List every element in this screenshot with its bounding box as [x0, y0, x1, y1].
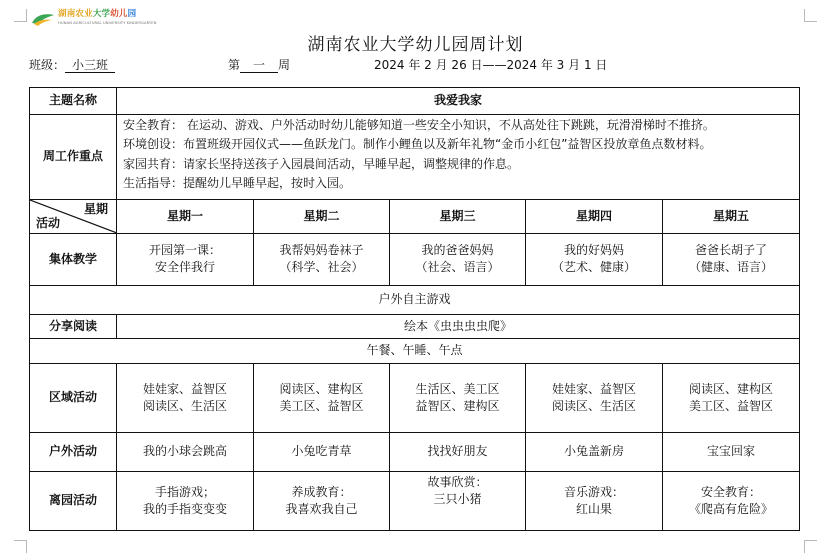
kindergarten-logo [30, 9, 157, 29]
focus-line: 环境创设：布置班级开园仪式——鱼跃龙门。制作小鲤鱼以及新年礼物“金币小红包”益智区投放章鱼点数材料。 [123, 137, 712, 152]
date-range: 2024 年 2 月 26 日——2024 年 3 月 1 日 [374, 58, 608, 72]
focus-content [117, 114, 800, 200]
logo-leaf-icon [30, 9, 56, 27]
leave-activity-row [30, 471, 800, 530]
collective-cell: 我帮妈妈卷袜子 （科学、社会） [254, 233, 390, 285]
corner-activity-label: 活动 [36, 215, 61, 230]
outdoor-free-game: 户外自主游戏 [30, 285, 800, 314]
leave-cell: 故事欣赏： 三只小猪 [390, 471, 526, 530]
day-header-thursday: 星期四 [526, 200, 663, 234]
theme-row [30, 88, 800, 115]
page-corner-mark [804, 9, 817, 22]
focus-line: 安全教育： 在运动、游戏、户外活动时幼儿能够知道一些安全小知识，不从高处往下跳跳，玩滑滑梯时不推挤。 [123, 117, 715, 132]
outdoor-cell: 我的小球会跳高 [117, 432, 254, 471]
area-cell: 生活区、美工区 益智区、建构区 [390, 363, 526, 432]
area-cell: 娃娃家、益智区 阅读区、生活区 [526, 363, 663, 432]
reading-row [30, 314, 800, 338]
class-label: 班级： [29, 58, 66, 72]
class-value: 小三班 [65, 59, 115, 73]
leave-cell: 安全教育： 《爬高有危险》 [663, 471, 800, 530]
leave-cell: 养成教育： 我喜欢我自己 [254, 471, 390, 530]
week-value: 一 [240, 59, 278, 73]
day-header-tuesday: 星期二 [254, 200, 390, 234]
outdoor-cell: 小兔盖新房 [526, 432, 663, 471]
corner-day-label: 星期 [83, 202, 108, 217]
leave-label: 离园活动 [30, 471, 117, 530]
logo-english-name: HUNAN AGRICULTURAL UNIVERSITY KINDERGARTEN [58, 20, 157, 25]
meal-row [30, 339, 800, 363]
focus-line: 家园共育：请家长坚持送孩子入园晨间活动，早睡早起，调整规律的作息。 [123, 156, 520, 171]
day-header-row [30, 200, 800, 234]
area-cell: 阅读区、建构区 美工区、益智区 [254, 363, 390, 432]
focus-label: 周工作重点 [30, 114, 117, 200]
page-corner-mark [14, 540, 27, 553]
focus-line: 生活指导：提醒幼儿早睡早起，按时入园。 [123, 176, 352, 191]
outdoor-cell: 宝宝回家 [663, 432, 800, 471]
page-corner-mark [14, 9, 27, 22]
day-header-monday: 星期一 [117, 200, 254, 234]
area-activity-row [30, 363, 800, 432]
theme-value: 我爱我家 [117, 88, 800, 115]
collective-cell: 我的好妈妈 （艺术、健康） [526, 233, 663, 285]
area-label: 区域活动 [30, 363, 117, 432]
day-header-wednesday: 星期三 [390, 200, 526, 234]
weekly-plan-table [29, 87, 800, 531]
area-cell: 阅读区、建构区 美工区、益智区 [663, 363, 800, 432]
outdoor-cell: 小兔吃青草 [254, 432, 390, 471]
leave-cell: 音乐游戏： 红山果 [526, 471, 663, 530]
page-title: 湖南农业大学幼儿园周计划 [307, 35, 524, 55]
collective-cell: 爸爸长胡子了 （健康、语言） [663, 233, 800, 285]
day-header-friday: 星期五 [663, 200, 800, 234]
meal-nap-snack: 午餐、午睡、午点 [30, 339, 800, 363]
theme-label: 主题名称 [30, 88, 117, 115]
reading-value: 绘本《虫虫虫虫爬》 [117, 314, 800, 338]
outdoor-cell: 找找好朋友 [390, 432, 526, 471]
collective-cell: 我的爸爸妈妈 （社会、语言） [390, 233, 526, 285]
focus-row [30, 114, 800, 200]
outdoor-activity-row [30, 432, 800, 471]
page-corner-mark [804, 540, 817, 553]
logo-chinese-name: 湖南农业大学幼儿园 [58, 9, 137, 19]
collective-teaching-row [30, 233, 800, 285]
leave-cell: 手指游戏； 我的手指变变变 [117, 471, 254, 530]
reading-label: 分享阅读 [30, 314, 117, 338]
week-field: 第 一 周 [228, 58, 291, 72]
outdoor-free-row [30, 285, 800, 314]
area-cell: 娃娃家、益智区 阅读区、生活区 [117, 363, 254, 432]
outdoor-label: 户外活动 [30, 432, 117, 471]
collective-label: 集体教学 [30, 233, 117, 285]
collective-cell: 开园第一课： 安全伴我行 [117, 233, 254, 285]
class-field [29, 56, 115, 73]
day-activity-corner [30, 200, 117, 234]
